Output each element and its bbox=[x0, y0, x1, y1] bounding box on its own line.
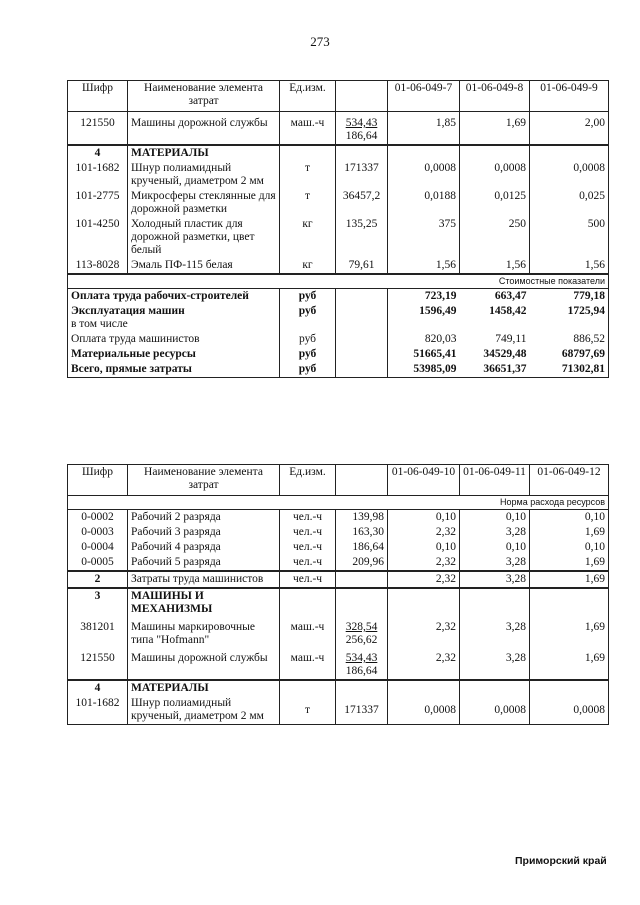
table-row bbox=[68, 258, 609, 274]
cell-price: 79,61 bbox=[336, 258, 388, 274]
cell-v1: 0,0188 bbox=[388, 189, 460, 217]
section-row bbox=[68, 680, 609, 696]
table-row bbox=[68, 217, 609, 258]
cost-name: Оплата труда машинистов bbox=[68, 332, 280, 347]
cell-price bbox=[336, 112, 388, 146]
cell-v2: 1,69 bbox=[460, 112, 530, 146]
cell-price: 135,25 bbox=[336, 217, 388, 258]
table-row bbox=[68, 112, 609, 146]
cell-v3: 1,69 bbox=[530, 525, 609, 540]
price-bottom: 256,62 bbox=[345, 634, 378, 646]
cell-v3: 0,025 bbox=[530, 189, 609, 217]
section-title: Затраты труда машинистов bbox=[128, 571, 280, 588]
col-v2-header: 01-06-049-8 bbox=[460, 81, 530, 112]
col-name-header: Наименование элемента затрат bbox=[128, 465, 280, 496]
cell-v1: 0,10 bbox=[388, 510, 460, 526]
cell-v1: 0,0008 bbox=[388, 696, 460, 725]
cell-name: Машины дорожной службы bbox=[128, 648, 280, 680]
section-row bbox=[68, 571, 609, 588]
cell-v1: 0,0008 bbox=[388, 161, 460, 189]
section-number: 4 bbox=[68, 145, 128, 161]
section-number: 3 bbox=[68, 588, 128, 617]
table-row bbox=[68, 648, 609, 680]
cost-v2: 1458,42 bbox=[489, 305, 527, 317]
page-number: 273 bbox=[310, 34, 330, 49]
cost-name: Всего, прямые затраты bbox=[68, 362, 280, 378]
cell-code: 101-1682 bbox=[68, 161, 128, 189]
col-v1-header: 01-06-049-10 bbox=[388, 465, 460, 496]
cell-price: 139,98 bbox=[336, 510, 388, 526]
cell-code: 101-1682 bbox=[68, 696, 128, 725]
cell-code: 0-0004 bbox=[68, 540, 128, 555]
cost-row bbox=[68, 347, 609, 362]
col-v2-header: 01-06-049-11 bbox=[460, 465, 530, 496]
cell-v2: 3,28 bbox=[460, 571, 530, 588]
cell-v1: 1,56 bbox=[388, 258, 460, 274]
cell-name: Машины дорожной службы bbox=[128, 112, 280, 146]
cell-code: 0-0003 bbox=[68, 525, 128, 540]
cost-v1: 1596,49 bbox=[388, 304, 460, 332]
cell-unit: чел.-ч bbox=[280, 525, 336, 540]
cell-name: Машины маркировочные типа "Hofmann" bbox=[128, 617, 280, 648]
cell-v2: 0,0008 bbox=[460, 696, 530, 725]
table-row bbox=[68, 161, 609, 189]
section-title: МАТЕРИАЛЫ bbox=[128, 145, 280, 161]
table-header bbox=[68, 81, 609, 112]
cell-name: Холодный пластик для дорожной разметки, цвет белый bbox=[128, 217, 280, 258]
cost-v3: 71302,81 bbox=[530, 362, 609, 378]
table-row bbox=[68, 540, 609, 555]
cell-v1: 375 bbox=[388, 217, 460, 258]
cell-v1: 2,32 bbox=[388, 525, 460, 540]
price-top: 534,43 bbox=[345, 652, 378, 664]
price-top: 328,54 bbox=[345, 621, 378, 633]
cell-name: Микросферы стеклянные для дорожной разметки bbox=[128, 189, 280, 217]
cost-row bbox=[68, 362, 609, 378]
price-bottom: 186,64 bbox=[345, 665, 378, 677]
cell-code: 101-4250 bbox=[68, 217, 128, 258]
cell-v2: 0,10 bbox=[460, 510, 530, 526]
cell-price: 163,30 bbox=[336, 525, 388, 540]
cell-unit: кг bbox=[280, 258, 336, 274]
cost-v2: 663,47 bbox=[494, 290, 527, 302]
table-row bbox=[68, 696, 609, 725]
cell-name: Шнур полиамидный крученый, диаметром 2 мм bbox=[128, 696, 280, 725]
cell-unit: чел.-ч bbox=[280, 571, 336, 588]
cell-v3: 0,0008 bbox=[530, 161, 609, 189]
cell-v1: 2,32 bbox=[388, 617, 460, 648]
cost-v3: 886,52 bbox=[530, 332, 609, 347]
cell-name: Шнур полиамидный крученый, диаметром 2 мм bbox=[128, 161, 280, 189]
cost-v2: 36651,37 bbox=[460, 362, 530, 378]
cell-v3: 1,69 bbox=[530, 555, 609, 571]
cell-code: 0-0005 bbox=[68, 555, 128, 571]
cost-name: Эксплуатация машин bbox=[71, 305, 185, 317]
table-row bbox=[68, 525, 609, 540]
cell-v3: 0,10 bbox=[530, 510, 609, 526]
cell-v3: 500 bbox=[530, 217, 609, 258]
cost-v1: 723,19 bbox=[388, 289, 460, 305]
cell-v1: 0,10 bbox=[388, 540, 460, 555]
norm-caption: Норма расхода ресурсов bbox=[68, 496, 609, 510]
cell-v2: 0,0125 bbox=[460, 189, 530, 217]
cell-price: 171337 bbox=[336, 696, 388, 725]
col-price-header bbox=[336, 81, 388, 112]
cell-code: 113-8028 bbox=[68, 258, 128, 274]
col-v1-header: 01-06-049-7 bbox=[388, 81, 460, 112]
col-unit-header: Ед.изм. bbox=[280, 465, 336, 496]
cost-unit: руб bbox=[280, 304, 336, 332]
cell-unit: т bbox=[280, 161, 336, 189]
cost-row bbox=[68, 332, 609, 347]
table-row bbox=[68, 189, 609, 217]
col-v3-header: 01-06-049-9 bbox=[530, 81, 609, 112]
cost-v1: 53985,09 bbox=[388, 362, 460, 378]
cost-v1: 51665,41 bbox=[388, 347, 460, 362]
cost-unit: руб bbox=[280, 289, 336, 305]
cell-name: Рабочий 5 разряда bbox=[128, 555, 280, 571]
cost-caption: Стоимостные показатели bbox=[68, 274, 609, 289]
cell-code: 0-0002 bbox=[68, 510, 128, 526]
cell-unit: маш.-ч bbox=[280, 648, 336, 680]
section-number: 4 bbox=[68, 680, 128, 696]
cell-price: 209,96 bbox=[336, 555, 388, 571]
cell-name: Рабочий 2 разряда bbox=[128, 510, 280, 526]
cell-v2: 0,10 bbox=[460, 540, 530, 555]
col-v3-header: 01-06-049-12 bbox=[530, 465, 609, 496]
cell-v2: 3,28 bbox=[460, 525, 530, 540]
cell-v2: 250 bbox=[460, 217, 530, 258]
cost-unit: руб bbox=[280, 332, 336, 347]
section-title: МАТЕРИАЛЫ bbox=[128, 680, 280, 696]
cost-v2: 749,11 bbox=[495, 333, 527, 345]
cell-code: 381201 bbox=[68, 617, 128, 648]
footer-region: Приморский край bbox=[515, 855, 607, 867]
cell-code: 121550 bbox=[68, 112, 128, 146]
cell-v1: 2,32 bbox=[388, 571, 460, 588]
cell-price: 186,64 bbox=[336, 540, 388, 555]
table-row bbox=[68, 617, 609, 648]
section-row bbox=[68, 588, 609, 617]
cost-v1: 820,03 bbox=[388, 332, 460, 347]
cost-v3: 68797,69 bbox=[530, 347, 609, 362]
col-unit-header: Ед.изм. bbox=[280, 81, 336, 112]
cell-v1: 2,32 bbox=[388, 555, 460, 571]
cell-unit: т bbox=[280, 696, 336, 725]
price-bottom: 186,64 bbox=[345, 130, 378, 142]
cell-v3: 2,00 bbox=[530, 112, 609, 146]
cell-v3: 1,69 bbox=[530, 617, 609, 648]
cost-subtitle: в том числе bbox=[71, 318, 128, 330]
cost-v3: 779,18 bbox=[530, 289, 609, 305]
section-title: МАШИНЫ И МЕХАНИЗМЫ bbox=[128, 588, 280, 617]
cell-name: Эмаль ПФ-115 белая bbox=[128, 258, 280, 274]
cost-name: Оплата труда рабочих-строителей bbox=[68, 289, 280, 305]
col-price-header bbox=[336, 465, 388, 496]
cell-unit: маш.-ч bbox=[280, 617, 336, 648]
cost-v2: 34529,48 bbox=[483, 348, 527, 360]
cell-v3: 0,0008 bbox=[530, 696, 609, 725]
cost-name-cell bbox=[68, 304, 280, 332]
cost-unit: руб bbox=[280, 347, 336, 362]
cell-unit: кг bbox=[280, 217, 336, 258]
cell-v1: 2,32 bbox=[388, 648, 460, 680]
cell-v3: 1,69 bbox=[530, 571, 609, 588]
cell-unit: чел.-ч bbox=[280, 510, 336, 526]
section-number: 2 bbox=[68, 571, 128, 588]
cell-v2: 1,56 bbox=[460, 258, 530, 274]
cell-v3: 0,10 bbox=[530, 540, 609, 555]
resource-table-2 bbox=[67, 464, 609, 725]
section-row bbox=[68, 145, 609, 161]
table-row bbox=[68, 510, 609, 526]
cell-v3: 1,69 bbox=[530, 648, 609, 680]
cell-v2: 3,28 bbox=[460, 648, 530, 680]
resource-table-1 bbox=[67, 80, 609, 378]
cell-name: Рабочий 3 разряда bbox=[128, 525, 280, 540]
cost-unit: руб bbox=[280, 362, 336, 378]
table-row bbox=[68, 555, 609, 571]
col-name-header: Наименование элемента затрат bbox=[128, 81, 280, 112]
cell-price bbox=[336, 648, 388, 680]
cell-v1: 1,85 bbox=[388, 112, 460, 146]
cell-v2: 3,28 bbox=[460, 617, 530, 648]
cell-price: 171337 bbox=[336, 161, 388, 189]
cell-unit: чел.-ч bbox=[280, 540, 336, 555]
cell-code: 121550 bbox=[68, 648, 128, 680]
cost-v3: 1725,94 bbox=[530, 304, 609, 332]
cell-v2: 3,28 bbox=[460, 555, 530, 571]
cell-unit: т bbox=[280, 189, 336, 217]
cost-row bbox=[68, 304, 609, 332]
cell-v3: 1,56 bbox=[530, 258, 609, 274]
col-code-header: Шифр bbox=[68, 81, 128, 112]
cell-code: 101-2775 bbox=[68, 189, 128, 217]
cell-price bbox=[336, 617, 388, 648]
cost-name: Материальные ресурсы bbox=[68, 347, 280, 362]
cost-row bbox=[68, 289, 609, 305]
cell-v2: 0,0008 bbox=[460, 161, 530, 189]
col-code-header: Шифр bbox=[68, 465, 128, 496]
cell-unit: маш.-ч bbox=[280, 112, 336, 146]
cell-price: 36457,2 bbox=[336, 189, 388, 217]
cell-unit: чел.-ч bbox=[280, 555, 336, 571]
table-header bbox=[68, 465, 609, 496]
norm-caption-row bbox=[68, 496, 609, 510]
cell-name: Рабочий 4 разряда bbox=[128, 540, 280, 555]
price-top: 534,43 bbox=[345, 117, 378, 129]
cost-caption-row bbox=[68, 274, 609, 289]
